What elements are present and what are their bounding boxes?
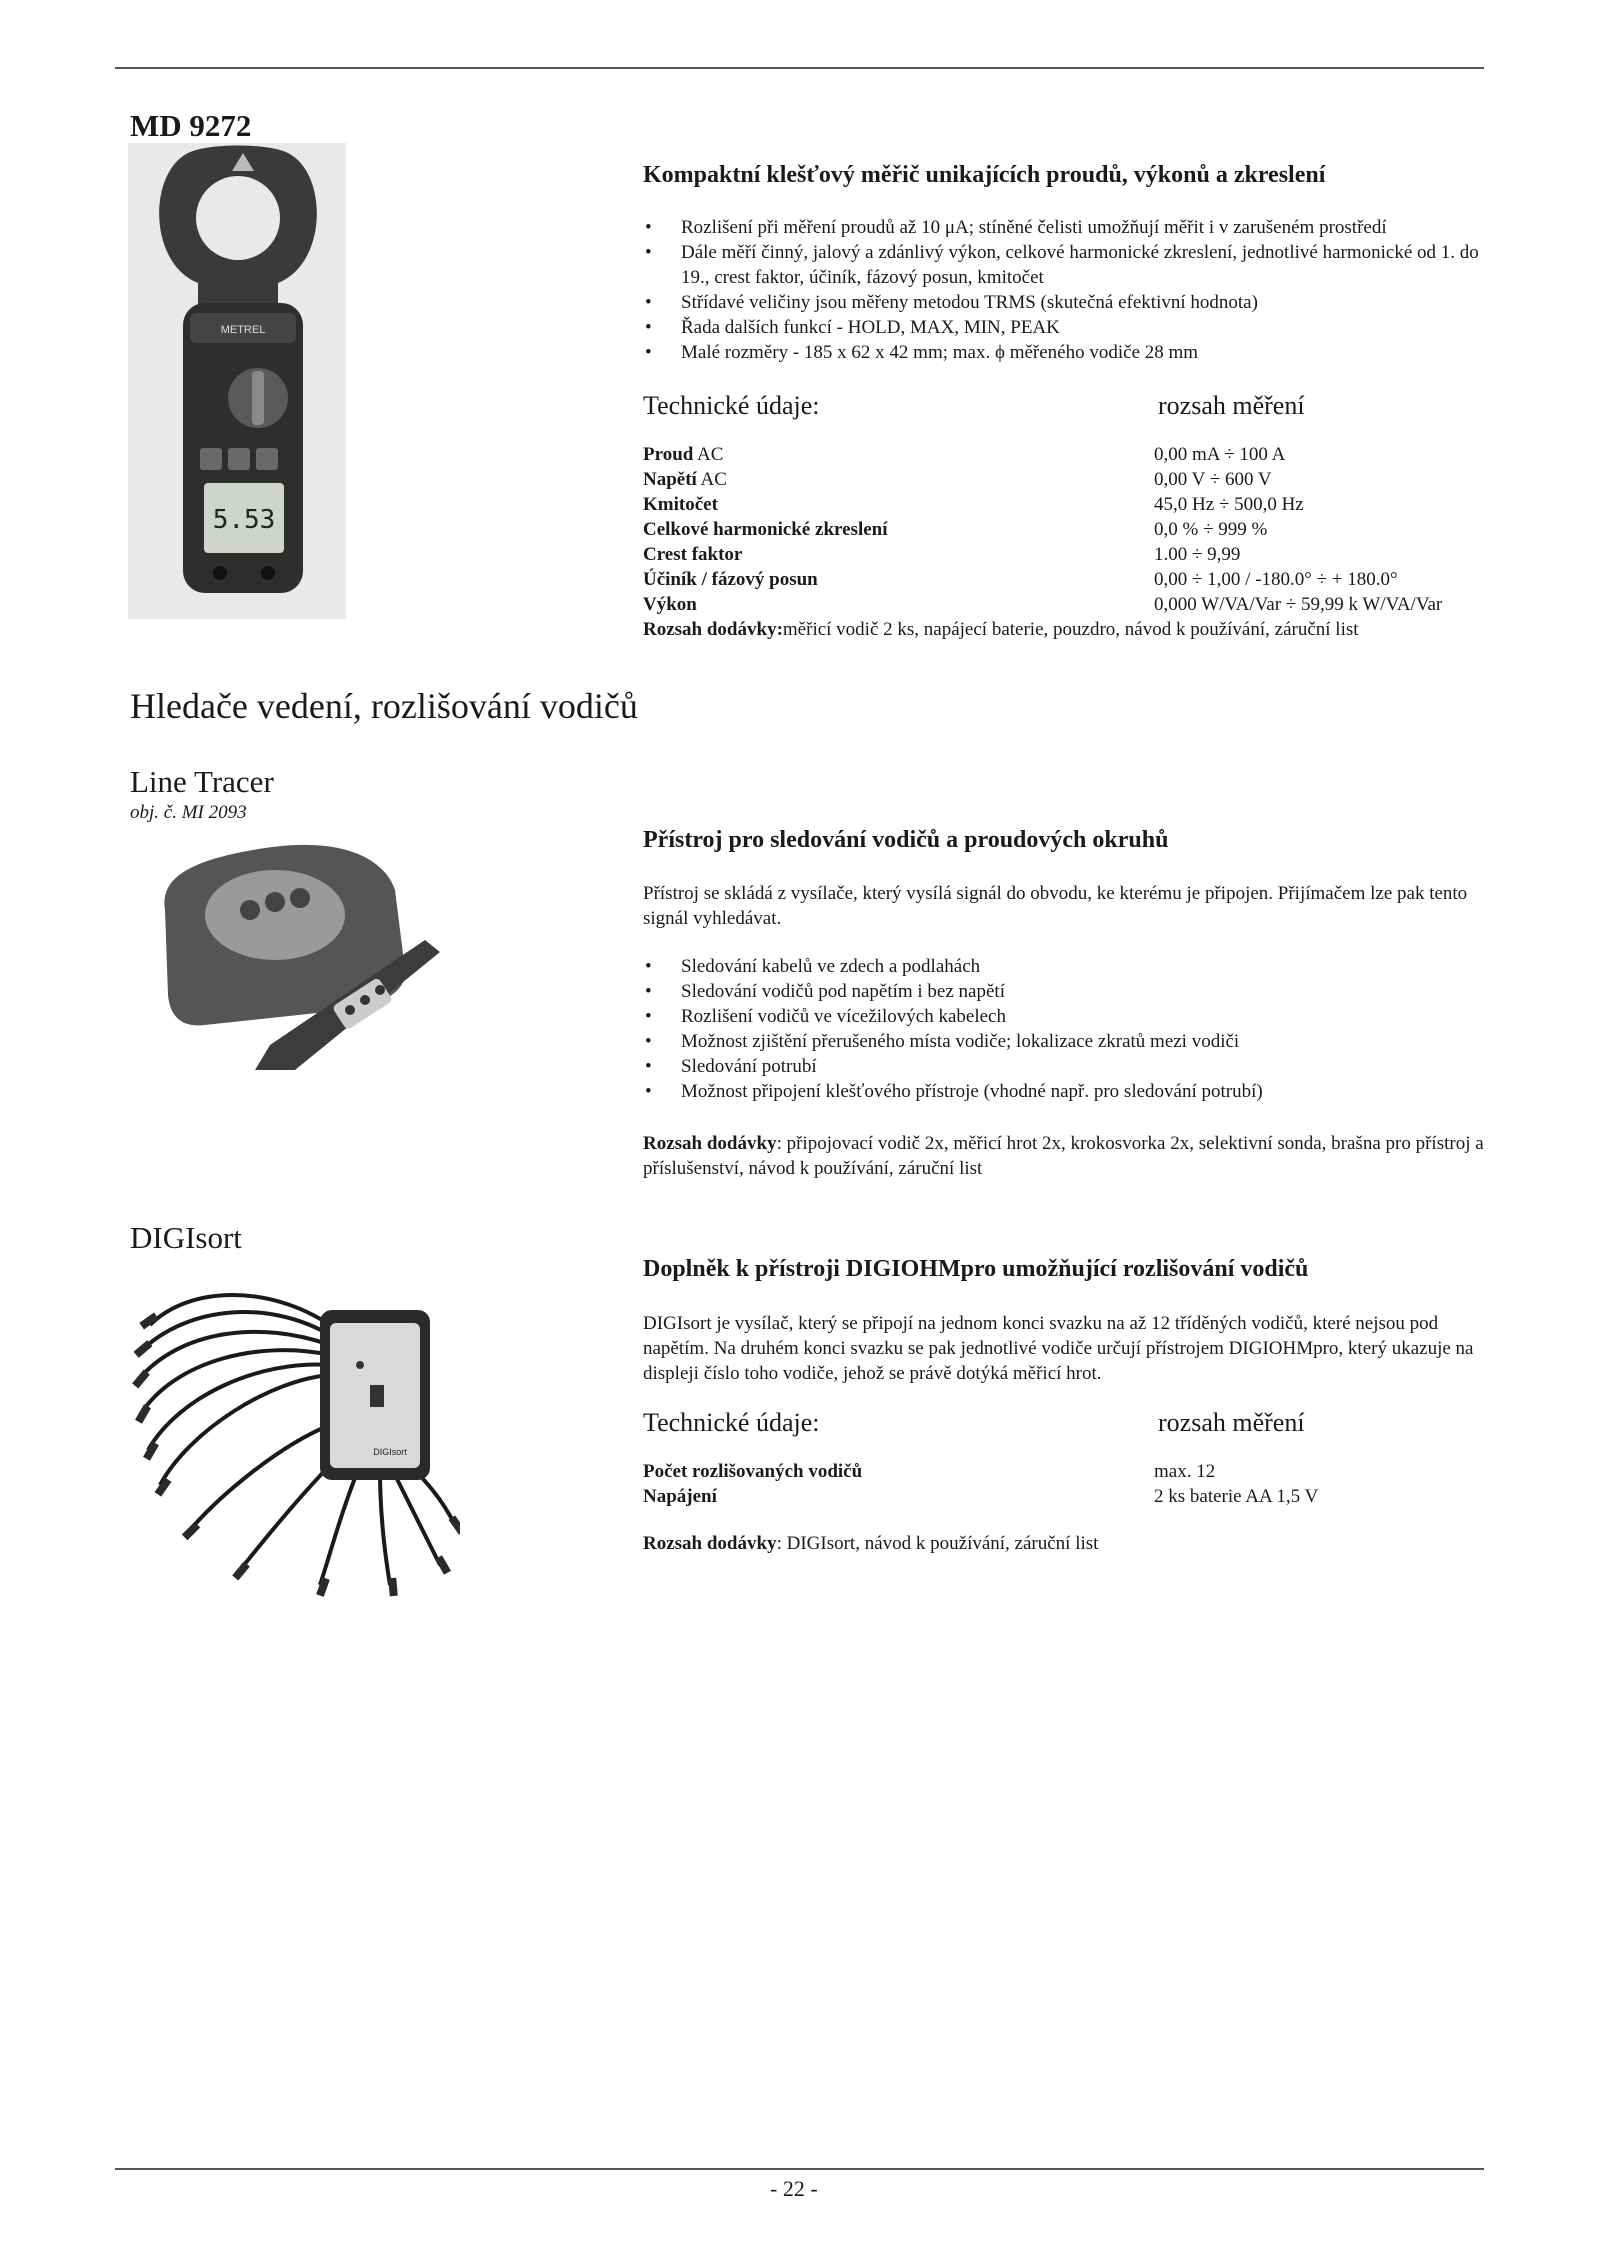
digisort-range-heading: rozsah měření	[1158, 1408, 1305, 1437]
line-tracer-image	[145, 840, 445, 1080]
line-tracer-order-number: obj. č. MI 2093	[130, 802, 247, 823]
line-tracer-intro: Přístroj se skládá z vysílače, který vysílá signál do obvodu, ke kterému je připojen. Přijímačem lze pak tento signál vyhledávat.	[643, 883, 1468, 929]
list-item: • Sledování potrubí	[643, 1054, 1483, 1079]
line-tracer-delivery: Rozsah dodávky: připojovací vodič 2x, měřicí hrot 2x, krokosvorka 2x, selektivní sonda, brašna pro přístroj a příslušenství, návod k používání, záruční list	[643, 1133, 1484, 1179]
md9272-spec-table	[643, 442, 1442, 642]
spec-row: Crest faktor 1.00 ÷ 9,99	[643, 544, 1241, 565]
list-item: • Střídavé veličiny jsou měřeny metodou TRMS (skutečná efektivní hodnota)	[643, 290, 1483, 315]
md9272-display-value: 5.53	[212, 505, 276, 535]
spec-row: Napájení 2 ks baterie AA 1,5 V	[643, 1486, 1319, 1507]
footer-rule	[115, 2168, 1484, 2170]
digisort-tech-heading: Technické údaje:	[643, 1408, 820, 1437]
list-item: • Rozlišení při měření proudů až 10 μA; stíněné čelisti umožňují měřit i v zarušeném prostředí	[643, 215, 1483, 240]
digisort-subtitle: Doplněk k přístroji DIGIOHMpro umožňující rozlišování vodičů	[643, 1256, 1309, 1282]
spec-row: Proud AC 0,00 mA ÷ 100 A	[643, 444, 1286, 465]
line-tracer-subtitle: Přístroj pro sledování vodičů a proudových okruhů	[643, 827, 1169, 853]
list-item: • Rozlišení vodičů ve vícežilových kabelech	[643, 1004, 1483, 1029]
spec-row: Výkon 0,000 W/VA/Var ÷ 59,99 k W/VA/Var	[643, 594, 1443, 615]
md9272-features-list	[643, 215, 1483, 365]
list-item: • Sledování vodičů pod napětím i bez napětí	[643, 979, 1483, 1004]
clamp-meter-image	[128, 143, 346, 619]
digisort-device-label: DIGIsort	[373, 1447, 407, 1457]
delivery-row: Rozsah dodávky: měřicí vodič 2 ks, napájecí baterie, pouzdro, návod k používání, záruční list	[643, 619, 1359, 640]
page-number: - 22 -	[770, 2176, 818, 2201]
digisort-spec-table	[643, 1459, 1318, 1509]
md9272-brand-label: METREL	[220, 324, 266, 336]
list-item: • Malé rozměry - 185 x 62 x 42 mm; max. ϕ měřeného vodiče 28 mm	[643, 340, 1483, 365]
list-item: • Možnost zjištění přerušeného místa vodiče; lokalizace zkratů mezi vodiči	[643, 1029, 1483, 1054]
spec-row: Celkové harmonické zkreslení 0,0 % ÷ 999 %	[643, 519, 1268, 540]
md9272-title: MD 9272	[130, 108, 252, 143]
md9272-tech-heading: Technické údaje:	[643, 391, 820, 420]
spec-row: Účiník / fázový posun 0,00 ÷ 1,00 / -180.0° ÷ + 180.0°	[643, 569, 1398, 590]
list-item: • Dále měří činný, jalový a zdánlivý výkon, celkové harmonické zkreslení, jednotlivé harmonické od 1. do 19., crest faktor, účiník, fázový posun, kmitočet	[643, 240, 1483, 290]
list-item: • Řada dalších funkcí - HOLD, MAX, MIN, PEAK	[643, 315, 1483, 340]
list-item: • Možnost připojení klešťového přístroje (vhodné např. pro sledování potrubí)	[643, 1079, 1483, 1104]
line-tracer-features-list	[643, 954, 1483, 1104]
category-title: Hledače vedení, rozlišování vodičů	[130, 686, 638, 726]
digisort-image	[130, 1265, 460, 1605]
spec-row: Napětí AC 0,00 V ÷ 600 V	[643, 469, 1272, 490]
md9272-range-heading: rozsah měření	[1158, 391, 1305, 420]
digisort-title: DIGIsort	[130, 1220, 242, 1255]
md9272-subtitle: Kompaktní klešťový měřič unikajících proudů, výkonů a zkreslení	[643, 162, 1326, 188]
spec-row: Počet rozlišovaných vodičů max. 12	[643, 1461, 1216, 1482]
spec-row: Kmitočet 45,0 Hz ÷ 500,0 Hz	[643, 494, 1304, 515]
list-item: • Sledování kabelů ve zdech a podlahách	[643, 954, 1483, 979]
digisort-delivery: Rozsah dodávky: DIGIsort, návod k používání, záruční list	[643, 1533, 1099, 1554]
line-tracer-title: Line Tracer	[130, 764, 274, 799]
digisort-intro: DIGIsort je vysílač, který se připojí na jednom konci svazku na až 12 tříděných vodičů, které nejsou pod napětím. Na druhém konci svazku se pak jednotlivé vodiče určují přístrojem DIGIOHMpro, který ukazuje na displeji číslo toho vodiče, jehož se právě dotýká měřicí hrot.	[643, 1313, 1474, 1384]
header-rule	[115, 67, 1484, 69]
